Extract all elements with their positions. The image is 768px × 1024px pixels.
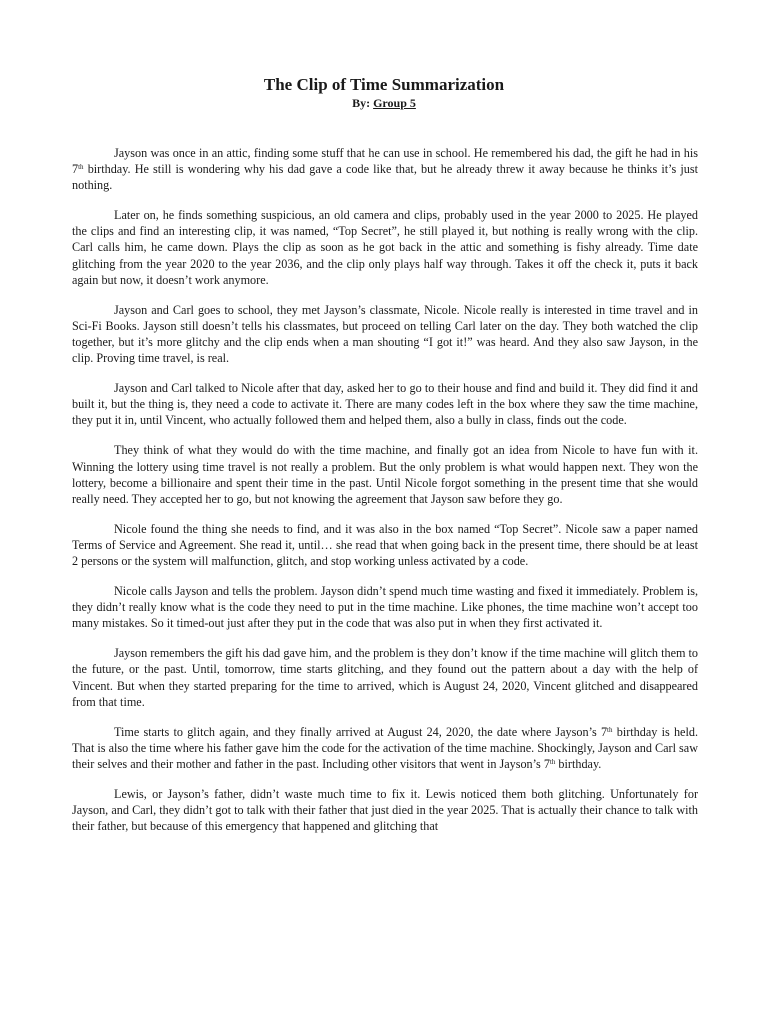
ordinal-suffix: th [549,757,556,766]
paragraph-9 [72,724,698,772]
paragraph-text: Jayson remembers the gift his dad gave him, and the problem is they don’t know if the time machine will glitch them to the future, or the past. Until, tomorrow, time starts glitching, and they found out the pattern about a day with the help of Vincent. But when they started preparing for the time to arrived, which is August 24, 2020, Vincent glitched and disappeared from that time. [72,646,698,709]
paragraph-7 [72,583,698,631]
paragraph-text: birthday. He still is wondering why his dad gave a code like that, but he already threw it away because he thinks it’s just nothing. [72,162,698,193]
paragraph-text: Lewis, or Jayson’s father, didn’t waste much time to fix it. Lewis noticed them both glitching. Unfortunately for Jayson, and Carl, they didn’t got to talk with their father that just died in the year 2025. That is actually their chance to talk with their father, but because of this emergency that happened and glitching that [72,787,698,834]
paragraph-text: Nicole found the thing she needs to find, and it was also in the box named “Top Secret”. Nicole saw a paper named Terms of Service and Agreement. She read it, until… she read that when going back in the present time, there should be at least 2 persons or the system will malfunction, glitch, and stop working unless activated by a code. [72,521,698,568]
paragraph-text: Jayson was once in an attic, finding some stuff that he can use in school. He remembered his dad, the gift he had in his 7 [72,146,698,177]
document-title: The Clip of Time Summarization [263,75,505,94]
ordinal-suffix: th [607,725,613,734]
paragraph-text: Time starts to glitch again, and they finally arrived at August 24, 2020, the date where Jayson’s 7 [114,724,608,739]
document-byline [0,96,768,110]
paragraph-3 [72,302,698,366]
paragraph-text: Jayson and Carl talked to Nicole after that day, asked her to go to their house and find and build it. They did find it and built it, but the thing is, they need a code to activate it. There are many codes left in the box where they saw the time machine, they put it in, until Vincent, who actually followed them and helped them, also a bully in class, finds out the code. [72,381,698,428]
paragraph-4 [72,380,698,428]
paragraph-text: birthday. [555,756,602,771]
paragraph-1 [72,145,698,193]
paragraph-6 [72,521,698,569]
document-body [72,145,698,848]
ordinal-suffix: th [78,163,84,172]
paragraph-text: birthday is held. That is also the time where his father gave him the code for the activation of the time machine. Shockingly, Jayson and Carl saw their selves and their mother and father in the past. Including other visitors that went in Jayson’s 7 [72,724,698,771]
paragraph-text: Jayson and Carl goes to school, they met Jayson’s classmate, Nicole. Nicole really is interested in time travel and in Sci-Fi Books. Jayson still doesn’t tells his classmates, but proceed on telling Carl later on the day. They both watched the clip together, but it’s more glitchy and the clip ends when a man shouting “I got it!” was heard. And they also saw Jayson, in the clip. Proving time travel, is real. [72,302,698,366]
paragraph-8 [72,645,698,709]
paragraph-text: Nicole calls Jayson and tells the problem. Jayson didn’t spend much time wasting and fixed it immediately. Problem is, they didn’t really know what is the code they need to put in the time machine. Like phones, the time machine won’t accept too many mistakes. So it timed-out just after they put in the code that was also put in when they first activated it. [72,584,698,631]
paragraph-10 [72,786,698,834]
paragraph-text: Later on, he finds something suspicious, an old camera and clips, probably used in the year 2000 to 2025. He played the clips and find an interesting clip, it was named, “Top Secret”, he still played it, but nothing is really wrong with the clip. Carl calls him, he came down. Plays the clip as soon as he got back in the attic and something is fishy already. Time date glitching from the year 2020 to the year 2036, and the clip only plays half way through. Takes it off the check it, puts it back again but now, it doesn’t work anymore. [72,208,698,287]
paragraph-text: They think of what they would do with the time machine, and finally got an idea from Nicole to have fun with it. Winning the lottery using time travel is not really a problem. But the only problem is what would happen next. They won the lottery, become a billionaire and spent their time in the past. Until Nicole forgot something in the present time that she would really need. They accepted her to go, but not knowing the agreement that Jayson saw before they go. [72,443,698,506]
byline-group: Group 5 [373,96,416,110]
byline-prefix: By: [352,96,371,110]
paragraph-2 [72,207,698,287]
paragraph-5 [72,442,698,506]
